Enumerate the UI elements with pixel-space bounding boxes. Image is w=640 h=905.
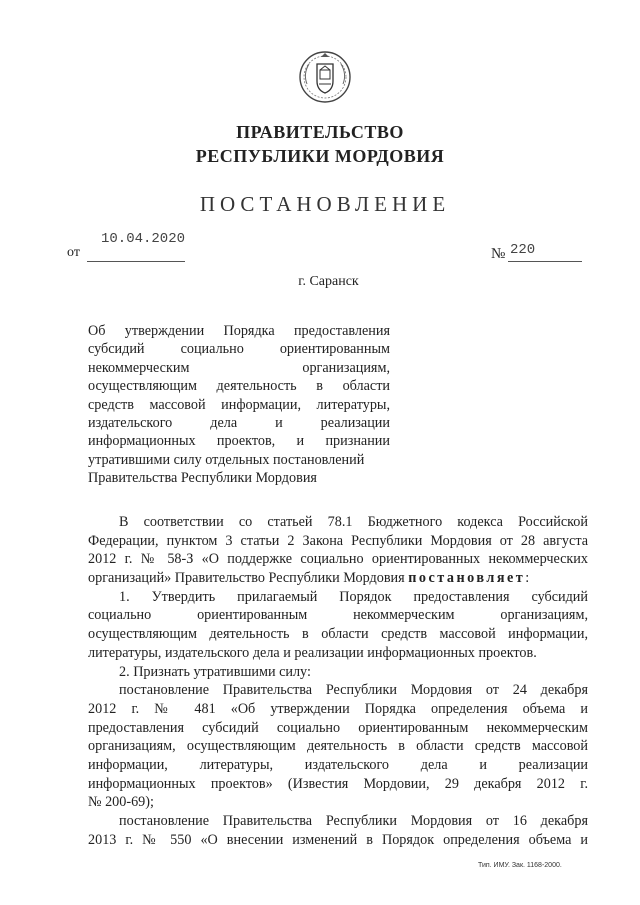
body-line: № 200-69); <box>88 794 154 811</box>
subject-line: осуществляющим деятельность в области <box>88 378 390 395</box>
city-name: г. Саранск <box>298 274 359 289</box>
body-line: литературы, издательского дела и реализации информационных проектов. <box>88 644 537 661</box>
body-line: 2012 г. № 58-З «О поддержке социально ориентированных некоммерческих <box>88 551 588 568</box>
document-date: 10.04.2020 <box>101 231 186 247</box>
body-line: 2013 г. № 550 «О внесении изменений в Порядок определения объема и <box>88 831 588 848</box>
subject-line: некоммерческим организациям, <box>88 359 390 376</box>
document-body <box>88 513 588 849</box>
body-line: информации, литературы, издательского дела и реализации <box>88 756 588 773</box>
resolution-keyword: постановляет <box>408 570 526 587</box>
body-line: постановление Правительства Республики Мордовия от 24 декабря <box>119 682 588 699</box>
document-number: 220 <box>510 242 536 258</box>
body-line: 2012 г. № 481 «Об утверждении Порядка определения объема и <box>88 700 588 717</box>
number-label: № <box>491 246 506 262</box>
body-text-fragment: : <box>525 570 530 587</box>
document-subject <box>88 322 390 488</box>
body-line: предоставления субсидий социально ориентированным некоммерческим <box>88 719 588 736</box>
subject-line: издательского дела и реализации <box>88 414 390 431</box>
body-line: 2. Признать утратившими силу: <box>119 663 311 680</box>
body-text-fragment: организаций» Правительство Республики Мордовия <box>88 570 409 587</box>
body-line: осуществляющим деятельность в области средств массовой информации, <box>88 626 588 643</box>
body-line: информационных проектов» (Известия Мордовии, 29 декабря 2012 г. <box>88 775 588 792</box>
government-title-line2: РЕСПУБЛИКИ МОРДОВИЯ <box>195 146 445 166</box>
date-label: от <box>67 245 80 260</box>
government-title-line1: ПРАВИТЕЛЬСТВО <box>236 122 404 142</box>
subject-line: субсидий социально ориентированным <box>88 341 390 358</box>
subject-line: средств массовой информации, литературы, <box>88 396 390 413</box>
body-line: социально ориентированным некоммерческим организациям, <box>88 607 588 624</box>
date-underline <box>87 261 185 262</box>
document-type-title: ПОСТАНОВЛЕНИЕ <box>199 192 451 216</box>
coat-of-arms-icon <box>297 48 353 104</box>
body-line <box>88 569 588 588</box>
number-underline <box>508 261 582 262</box>
body-line: постановление Правительства Республики Мордовия от 16 декабря <box>119 813 588 829</box>
subject-line: информационных проектов, и признании <box>88 433 390 450</box>
body-line: Федерации, пунктом 3 статьи 2 Закона Республики Мордовия от 28 августа <box>88 532 588 549</box>
subject-line: Правительства Республики Мордовия <box>88 470 317 487</box>
subject-line: Об утверждении Порядка предоставления <box>88 323 390 339</box>
body-line: В соответствии со статьей 78.1 Бюджетного кодекса Российской <box>119 514 588 530</box>
body-line: 1. Утвердить прилагаемый Порядок предоставления субсидий <box>119 588 588 605</box>
body-line: организациям, осуществляющим деятельность в области средств массовой <box>88 738 588 755</box>
printer-imprint: Тип. ИМУ. Зак. 1168-2000. <box>478 862 562 869</box>
subject-line: утратившими силу отдельных постановлений <box>88 451 365 468</box>
